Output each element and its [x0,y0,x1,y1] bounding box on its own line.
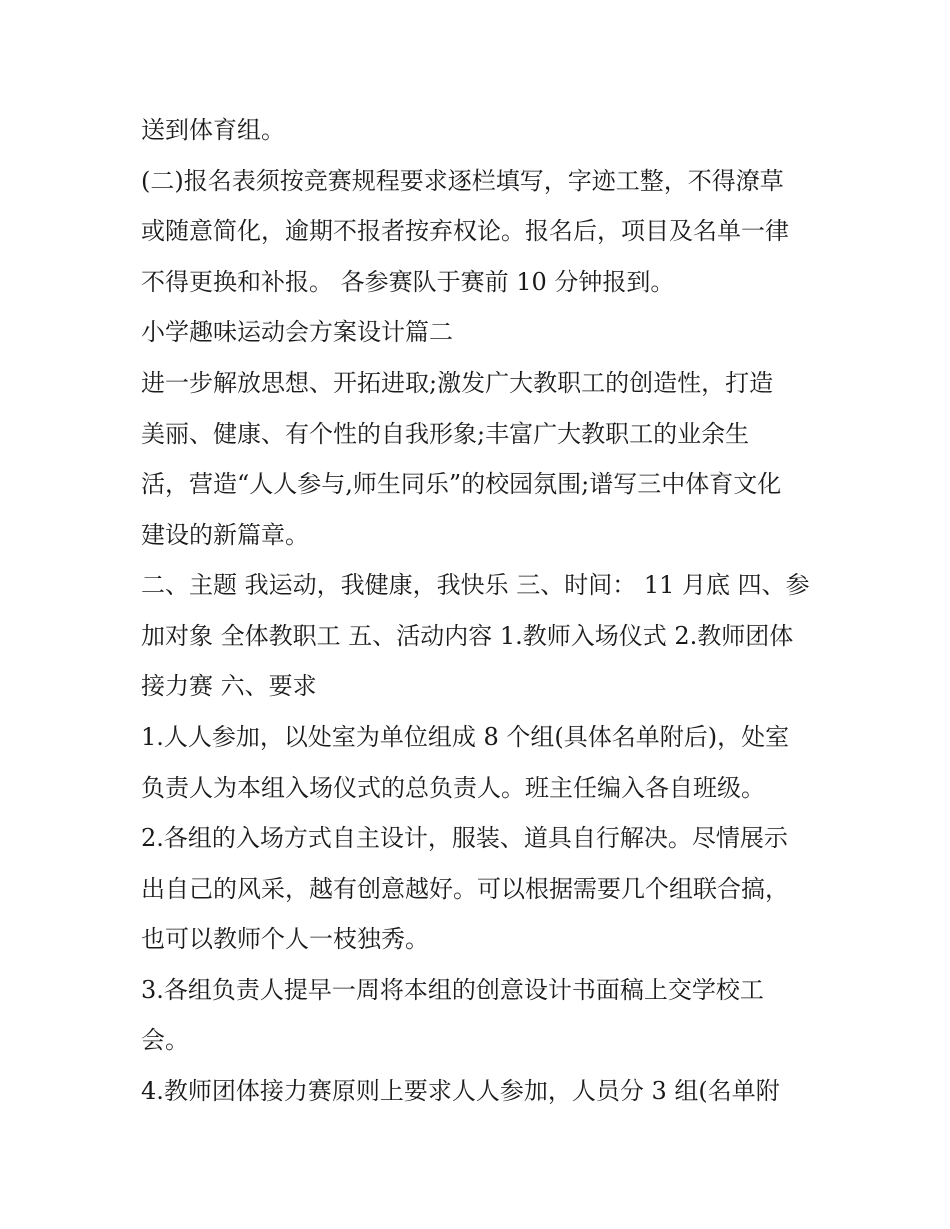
text-line: 送到体育组。 [141,116,285,144]
text-line: 会。 [141,1026,189,1054]
text-line: 活，营造“人人参与,师生同乐”的校园氛围;谱写三中体育文化 [141,470,782,498]
text-line: 接力赛 六、要求 [141,672,317,700]
text-line: 或随意简化，逾期不报者按弃权论。报名后，项目及名单一律 [141,217,789,245]
text-line: 也可以教师个人一枝独秀。 [141,925,429,953]
text-line: 二、主题 我运动，我健康，我快乐 三、时间： 11 月底 四、参 [141,571,810,599]
text-line: 3.各组负责人提早一周将本组的创意设计书面稿上交学校工 [141,976,764,1004]
text-line: 4.教师团体接力赛原则上要求人人参加，人员分 3 组(名单附 [141,1077,780,1105]
text-line: (二)报名表须按竞赛规程要求逐栏填写，字迹工整，不得潦草 [141,167,784,195]
text-line: 美丽、健康、有个性的自我形象;丰富广大教职工的业余生 [141,420,750,448]
text-line: 加对象 全体教职工 五、活动内容 1.教师入场仪式 2.教师团体 [141,622,794,650]
section-heading: 小学趣味运动会方案设计篇二 [141,318,453,346]
text-line: 1.人人参加，以处室为单位组成 8 个组(具体名单附后)，处室 [141,723,790,751]
text-line: 出自己的风采，越有创意越好。可以根据需要几个组联合搞， [141,875,789,903]
text-line: 不得更换和补报。 各参赛队于赛前 10 分钟报到。 [141,268,675,296]
text-line: 负责人为本组入场仪式的总负责人。班主任编入各自班级。 [141,774,765,802]
text-line: 进一步解放思想、开拓进取;激发广大教职工的创造性，打造 [141,369,774,397]
text-line: 建设的新篇章。 [141,521,309,549]
text-line: 2.各组的入场方式自主设计，服装、道具自行解决。尽情展示 [141,824,788,852]
